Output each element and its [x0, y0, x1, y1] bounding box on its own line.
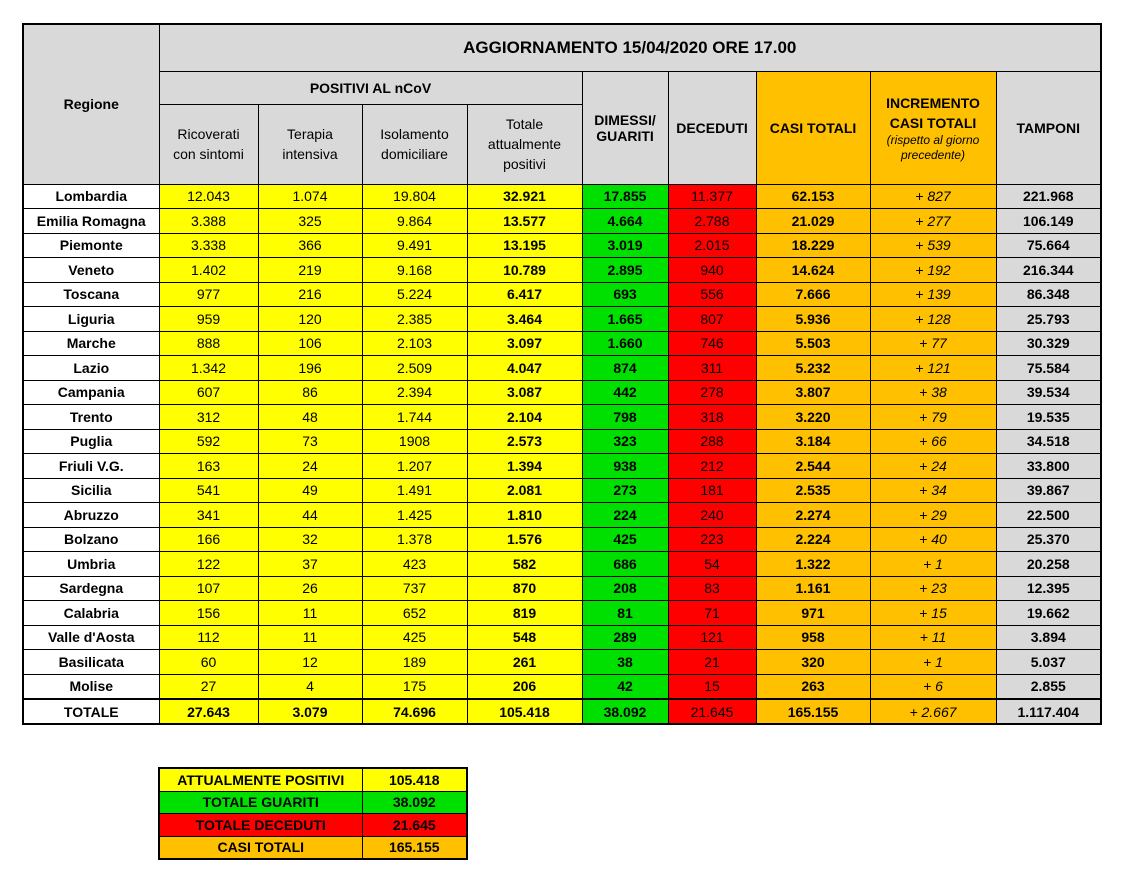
- cell-isolamento: 1.425: [362, 503, 467, 528]
- cell-terapia: 120: [258, 307, 362, 332]
- header-tamponi: TAMPONI: [996, 71, 1101, 184]
- cell-tamponi: 25.793: [996, 307, 1101, 332]
- cell-totale-positivi: 3.097: [467, 331, 582, 356]
- table-row: [23, 674, 1101, 699]
- cell-isolamento: 19.804: [362, 184, 467, 209]
- cell-terapia: 366: [258, 233, 362, 258]
- cell-isolamento: 2.385: [362, 307, 467, 332]
- cell-incremento: + 6: [870, 674, 996, 699]
- cell-tamponi: 75.584: [996, 356, 1101, 381]
- cell-casi-totali: 7.666: [756, 282, 870, 307]
- cell-casi-totali: 971: [756, 601, 870, 626]
- cell-casi-totali: 18.229: [756, 233, 870, 258]
- summary-label: ATTUALMENTE POSITIVI: [159, 768, 362, 791]
- cell-regione: Valle d'Aosta: [23, 625, 159, 650]
- cell-tamponi: 34.518: [996, 429, 1101, 454]
- cell-isolamento: 423: [362, 552, 467, 577]
- cell-total-incremento: + 2.667: [870, 699, 996, 724]
- cell-regione: Molise: [23, 674, 159, 699]
- cell-deceduti: 940: [668, 258, 756, 283]
- cell-tamponi: 30.329: [996, 331, 1101, 356]
- cell-ricoverati: 607: [159, 380, 258, 405]
- cell-incremento: + 40: [870, 527, 996, 552]
- cell-ricoverati: 122: [159, 552, 258, 577]
- cell-regione: Marche: [23, 331, 159, 356]
- table-row: [23, 478, 1101, 503]
- cell-dimessi: 4.664: [582, 209, 668, 234]
- cell-casi-totali: 14.624: [756, 258, 870, 283]
- cell-incremento: + 1: [870, 650, 996, 675]
- cell-regione: Campania: [23, 380, 159, 405]
- cell-casi-totali: 5.936: [756, 307, 870, 332]
- cell-deceduti: 2.015: [668, 233, 756, 258]
- table-row: [23, 307, 1101, 332]
- cell-ricoverati: 3.338: [159, 233, 258, 258]
- cell-dimessi: 273: [582, 478, 668, 503]
- table-row: [23, 258, 1101, 283]
- cell-terapia: 44: [258, 503, 362, 528]
- cell-incremento: + 34: [870, 478, 996, 503]
- cell-terapia: 37: [258, 552, 362, 577]
- cell-regione: Friuli V.G.: [23, 454, 159, 479]
- cell-incremento: + 192: [870, 258, 996, 283]
- header-dimessi-line2: GUARITI: [596, 127, 654, 144]
- cell-ricoverati: 60: [159, 650, 258, 675]
- summary-row: [159, 836, 467, 859]
- cell-casi-totali: 958: [756, 625, 870, 650]
- header-incremento-line1: INCREMENTO: [886, 94, 980, 111]
- cell-incremento: + 29: [870, 503, 996, 528]
- cell-tamponi: 12.395: [996, 576, 1101, 601]
- cell-deceduti: 318: [668, 405, 756, 430]
- cell-ricoverati: 959: [159, 307, 258, 332]
- cell-dimessi: 81: [582, 601, 668, 626]
- cell-isolamento: 2.394: [362, 380, 467, 405]
- cell-total-positivi: 105.418: [467, 699, 582, 724]
- cell-regione: Calabria: [23, 601, 159, 626]
- summary-value: 21.645: [362, 814, 467, 837]
- cell-ricoverati: 156: [159, 601, 258, 626]
- cell-tamponi: 216.344: [996, 258, 1101, 283]
- cell-totale-positivi: 1.394: [467, 454, 582, 479]
- cell-deceduti: 11.377: [668, 184, 756, 209]
- table-row: [23, 233, 1101, 258]
- header-ricoverati-line1: Ricoverati: [177, 126, 240, 142]
- cell-isolamento: 652: [362, 601, 467, 626]
- cell-incremento: + 66: [870, 429, 996, 454]
- cell-tamponi: 22.500: [996, 503, 1101, 528]
- cell-incremento: + 79: [870, 405, 996, 430]
- cell-dimessi: 17.855: [582, 184, 668, 209]
- cell-incremento: + 277: [870, 209, 996, 234]
- cell-deceduti: 212: [668, 454, 756, 479]
- cell-incremento: + 11: [870, 625, 996, 650]
- cell-tamponi: 3.894: [996, 625, 1101, 650]
- cell-terapia: 106: [258, 331, 362, 356]
- header-incremento-line2: CASI TOTALI: [889, 114, 977, 131]
- cell-deceduti: 71: [668, 601, 756, 626]
- cell-totale-positivi: 10.789: [467, 258, 582, 283]
- cell-terapia: 12: [258, 650, 362, 675]
- cell-total-ricoverati: 27.643: [159, 699, 258, 724]
- header-incremento-note2: precedente): [900, 147, 966, 162]
- cell-regione: Lombardia: [23, 184, 159, 209]
- cell-incremento: + 539: [870, 233, 996, 258]
- cell-terapia: 196: [258, 356, 362, 381]
- cell-deceduti: 83: [668, 576, 756, 601]
- summary-table: [158, 767, 468, 860]
- cell-deceduti: 240: [668, 503, 756, 528]
- cell-incremento: + 38: [870, 380, 996, 405]
- cell-totale-positivi: 261: [467, 650, 582, 675]
- cell-terapia: 219: [258, 258, 362, 283]
- cell-tamponi: 19.535: [996, 405, 1101, 430]
- cell-regione: Piemonte: [23, 233, 159, 258]
- cell-totale-positivi: 1.810: [467, 503, 582, 528]
- cell-ricoverati: 1.342: [159, 356, 258, 381]
- cell-totale-positivi: 1.576: [467, 527, 582, 552]
- cell-regione: Sardegna: [23, 576, 159, 601]
- table-row: [23, 601, 1101, 626]
- header-ricoverati-line2: con sintomi: [173, 146, 244, 162]
- totals-row: [23, 699, 1101, 724]
- header-totale-positivi: [467, 104, 582, 184]
- cell-regione: Basilicata: [23, 650, 159, 675]
- summary-label: TOTALE DECEDUTI: [159, 814, 362, 837]
- cell-terapia: 26: [258, 576, 362, 601]
- summary-value: 165.155: [362, 836, 467, 859]
- cell-isolamento: 2.509: [362, 356, 467, 381]
- cell-deceduti: 278: [668, 380, 756, 405]
- cell-dimessi: 1.660: [582, 331, 668, 356]
- cell-isolamento: 1.491: [362, 478, 467, 503]
- cell-regione: Puglia: [23, 429, 159, 454]
- cell-isolamento: 737: [362, 576, 467, 601]
- table-row: [23, 331, 1101, 356]
- cell-totale-positivi: 3.464: [467, 307, 582, 332]
- header-terapia: [258, 104, 362, 184]
- cell-dimessi: 2.895: [582, 258, 668, 283]
- table-row: [23, 282, 1101, 307]
- cell-regione: Trento: [23, 405, 159, 430]
- cell-casi-totali: 2.274: [756, 503, 870, 528]
- summary-value: 105.418: [362, 768, 467, 791]
- cell-casi-totali: 3.807: [756, 380, 870, 405]
- cell-dimessi: 208: [582, 576, 668, 601]
- cell-dimessi: 323: [582, 429, 668, 454]
- cell-tamponi: 33.800: [996, 454, 1101, 479]
- cell-incremento: + 128: [870, 307, 996, 332]
- cell-totale-positivi: 4.047: [467, 356, 582, 381]
- cell-incremento: + 139: [870, 282, 996, 307]
- cell-deceduti: 181: [668, 478, 756, 503]
- cell-casi-totali: 1.161: [756, 576, 870, 601]
- cell-terapia: 216: [258, 282, 362, 307]
- cell-isolamento: 9.491: [362, 233, 467, 258]
- table-row: [23, 527, 1101, 552]
- table-row: [23, 209, 1101, 234]
- table-row: [23, 429, 1101, 454]
- cell-totale-positivi: 819: [467, 601, 582, 626]
- cell-isolamento: 1.378: [362, 527, 467, 552]
- cell-isolamento: 9.168: [362, 258, 467, 283]
- table-row: [23, 454, 1101, 479]
- table-row: [23, 576, 1101, 601]
- cell-totale-positivi: 3.087: [467, 380, 582, 405]
- cell-terapia: 32: [258, 527, 362, 552]
- cell-casi-totali: 3.220: [756, 405, 870, 430]
- update-title: AGGIORNAMENTO 15/04/2020 ORE 17.00: [159, 24, 1101, 71]
- cell-totale-positivi: 582: [467, 552, 582, 577]
- cell-regione: Umbria: [23, 552, 159, 577]
- cell-ricoverati: 3.388: [159, 209, 258, 234]
- cell-total-tamponi: 1.117.404: [996, 699, 1101, 724]
- cell-total-dimessi: 38.092: [582, 699, 668, 724]
- table-row: [23, 552, 1101, 577]
- cell-totale-positivi: 548: [467, 625, 582, 650]
- cell-casi-totali: 320: [756, 650, 870, 675]
- cell-isolamento: 175: [362, 674, 467, 699]
- cell-terapia: 73: [258, 429, 362, 454]
- cell-dimessi: 224: [582, 503, 668, 528]
- cell-ricoverati: 977: [159, 282, 258, 307]
- cell-isolamento: 1908: [362, 429, 467, 454]
- cell-terapia: 49: [258, 478, 362, 503]
- cell-dimessi: 442: [582, 380, 668, 405]
- cell-tamponi: 86.348: [996, 282, 1101, 307]
- header-regione: Regione: [23, 24, 159, 184]
- cell-totale-positivi: 13.195: [467, 233, 582, 258]
- cell-totale-positivi: 32.921: [467, 184, 582, 209]
- cell-deceduti: 223: [668, 527, 756, 552]
- summary-row: [159, 791, 467, 814]
- cell-ricoverati: 312: [159, 405, 258, 430]
- cell-tamponi: 5.037: [996, 650, 1101, 675]
- header-casi-totali: CASI TOTALI: [756, 71, 870, 184]
- cell-dimessi: 938: [582, 454, 668, 479]
- cell-terapia: 11: [258, 625, 362, 650]
- cell-isolamento: 5.224: [362, 282, 467, 307]
- cell-terapia: 48: [258, 405, 362, 430]
- cell-deceduti: 21: [668, 650, 756, 675]
- cell-total-terapia: 3.079: [258, 699, 362, 724]
- header-ricoverati: [159, 104, 258, 184]
- cell-tamponi: 106.149: [996, 209, 1101, 234]
- cell-totale-positivi: 2.573: [467, 429, 582, 454]
- cell-dimessi: 42: [582, 674, 668, 699]
- cell-total-isolamento: 74.696: [362, 699, 467, 724]
- cell-terapia: 4: [258, 674, 362, 699]
- table-row: [23, 625, 1101, 650]
- cell-incremento: + 1: [870, 552, 996, 577]
- cell-total-deceduti: 21.645: [668, 699, 756, 724]
- cell-ricoverati: 12.043: [159, 184, 258, 209]
- summary-label: CASI TOTALI: [159, 836, 362, 859]
- cell-isolamento: 1.744: [362, 405, 467, 430]
- cell-totale-positivi: 6.417: [467, 282, 582, 307]
- cell-isolamento: 9.864: [362, 209, 467, 234]
- cell-regione: Liguria: [23, 307, 159, 332]
- header-dimessi: [582, 71, 668, 184]
- cell-totale-positivi: 2.081: [467, 478, 582, 503]
- cell-tamponi: 39.534: [996, 380, 1101, 405]
- cell-incremento: + 77: [870, 331, 996, 356]
- cell-casi-totali: 1.322: [756, 552, 870, 577]
- table-row: [23, 503, 1101, 528]
- cell-ricoverati: 166: [159, 527, 258, 552]
- cell-regione: Veneto: [23, 258, 159, 283]
- cell-deceduti: 15: [668, 674, 756, 699]
- regional-data-table: [22, 23, 1102, 725]
- header-isolamento-line2: domiciliare: [381, 146, 448, 162]
- header-isolamento-line1: Isolamento: [380, 126, 449, 142]
- summary-row: [159, 814, 467, 837]
- cell-dimessi: 1.665: [582, 307, 668, 332]
- cell-regione: Lazio: [23, 356, 159, 381]
- cell-casi-totali: 5.503: [756, 331, 870, 356]
- table-row: [23, 356, 1101, 381]
- cell-totale-positivi: 206: [467, 674, 582, 699]
- cell-incremento: + 15: [870, 601, 996, 626]
- cell-deceduti: 121: [668, 625, 756, 650]
- cell-dimessi: 686: [582, 552, 668, 577]
- cell-ricoverati: 592: [159, 429, 258, 454]
- cell-dimessi: 798: [582, 405, 668, 430]
- cell-deceduti: 2.788: [668, 209, 756, 234]
- cell-ricoverati: 541: [159, 478, 258, 503]
- cell-deceduti: 288: [668, 429, 756, 454]
- header-dimessi-line1: DIMESSI/: [594, 111, 656, 128]
- header-totale-line2: attualmente: [487, 136, 562, 152]
- cell-casi-totali: 2.544: [756, 454, 870, 479]
- table-row: [23, 380, 1101, 405]
- header-terapia-line1: Terapia: [287, 126, 333, 142]
- header-isolamento: [362, 104, 467, 184]
- cell-isolamento: 2.103: [362, 331, 467, 356]
- cell-casi-totali: 3.184: [756, 429, 870, 454]
- cell-isolamento: 189: [362, 650, 467, 675]
- cell-totale-label: TOTALE: [23, 699, 159, 724]
- cell-terapia: 325: [258, 209, 362, 234]
- header-terapia-line2: intensiva: [282, 146, 338, 162]
- summary-value: 38.092: [362, 791, 467, 814]
- cell-totale-positivi: 13.577: [467, 209, 582, 234]
- cell-deceduti: 746: [668, 331, 756, 356]
- cell-terapia: 11: [258, 601, 362, 626]
- cell-incremento: + 23: [870, 576, 996, 601]
- cell-casi-totali: 21.029: [756, 209, 870, 234]
- cell-ricoverati: 112: [159, 625, 258, 650]
- cell-isolamento: 1.207: [362, 454, 467, 479]
- cell-incremento: + 827: [870, 184, 996, 209]
- header-positivi: POSITIVI AL nCoV: [159, 71, 582, 104]
- cell-deceduti: 311: [668, 356, 756, 381]
- cell-ricoverati: 27: [159, 674, 258, 699]
- cell-casi-totali: 62.153: [756, 184, 870, 209]
- cell-casi-totali: 2.224: [756, 527, 870, 552]
- cell-totale-positivi: 870: [467, 576, 582, 601]
- header-totale-line1: Totale: [505, 116, 544, 132]
- cell-tamponi: 39.867: [996, 478, 1101, 503]
- summary-row: [159, 768, 467, 791]
- table-row: [23, 650, 1101, 675]
- cell-ricoverati: 107: [159, 576, 258, 601]
- table-row: [23, 405, 1101, 430]
- cell-regione: Abruzzo: [23, 503, 159, 528]
- header-incremento: [870, 71, 996, 184]
- cell-deceduti: 807: [668, 307, 756, 332]
- cell-tamponi: 75.664: [996, 233, 1101, 258]
- header-totale-line3: positivi: [503, 156, 546, 172]
- cell-tamponi: 20.258: [996, 552, 1101, 577]
- cell-tamponi: 25.370: [996, 527, 1101, 552]
- cell-regione: Bolzano: [23, 527, 159, 552]
- cell-dimessi: 289: [582, 625, 668, 650]
- cell-totale-positivi: 2.104: [467, 405, 582, 430]
- cell-regione: Emilia Romagna: [23, 209, 159, 234]
- cell-isolamento: 425: [362, 625, 467, 650]
- cell-ricoverati: 341: [159, 503, 258, 528]
- cell-terapia: 24: [258, 454, 362, 479]
- summary-label: TOTALE GUARITI: [159, 791, 362, 814]
- cell-regione: Toscana: [23, 282, 159, 307]
- cell-incremento: + 121: [870, 356, 996, 381]
- cell-dimessi: 3.019: [582, 233, 668, 258]
- cell-casi-totali: 5.232: [756, 356, 870, 381]
- cell-ricoverati: 163: [159, 454, 258, 479]
- cell-dimessi: 38: [582, 650, 668, 675]
- cell-tamponi: 2.855: [996, 674, 1101, 699]
- cell-dimessi: 693: [582, 282, 668, 307]
- cell-incremento: + 24: [870, 454, 996, 479]
- cell-ricoverati: 1.402: [159, 258, 258, 283]
- cell-regione: Sicilia: [23, 478, 159, 503]
- cell-tamponi: 19.662: [996, 601, 1101, 626]
- table-row: [23, 184, 1101, 209]
- cell-terapia: 1.074: [258, 184, 362, 209]
- header-deceduti: DECEDUTI: [668, 71, 756, 184]
- cell-deceduti: 556: [668, 282, 756, 307]
- header-incremento-note1: (rispetto al giorno: [886, 132, 980, 147]
- cell-deceduti: 54: [668, 552, 756, 577]
- cell-tamponi: 221.968: [996, 184, 1101, 209]
- cell-dimessi: 874: [582, 356, 668, 381]
- cell-terapia: 86: [258, 380, 362, 405]
- cell-dimessi: 425: [582, 527, 668, 552]
- cell-casi-totali: 263: [756, 674, 870, 699]
- cell-ricoverati: 888: [159, 331, 258, 356]
- cell-total-casi: 165.155: [756, 699, 870, 724]
- cell-casi-totali: 2.535: [756, 478, 870, 503]
